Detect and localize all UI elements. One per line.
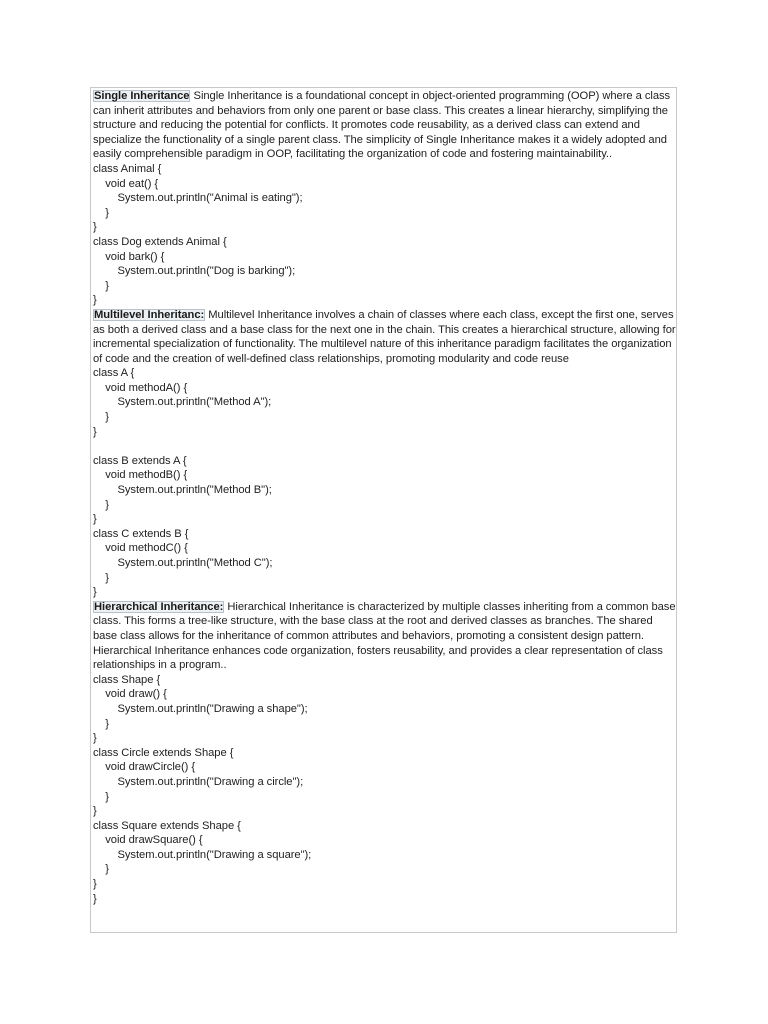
section-heading: Multilevel Inheritanc: — [94, 308, 205, 321]
code-line: } — [93, 425, 97, 438]
section-body: Multilevel Inheritance involves a chain of classes where each class, except the first one, serves as both a derived class and a base class for the next one in the chain. This creates a hierarchical structure, allowing for incremental specialization of functionality. The multilevel nature of this inheritance paradigm facilitates the organization of code and the creation of well-defined class relationships, promoting modularity and code reuse — [93, 308, 676, 365]
code-line: } — [93, 498, 109, 511]
section-paragraph — [93, 308, 677, 366]
code-line: class Circle extends Shape { — [93, 746, 234, 759]
section-body: Hierarchical Inheritance is characterized by multiple classes inheriting from a common base class. This forms a tree-like structure, with the base class at the root and derived classes as branches. The shared base class allows for the inheritance of common attributes and behaviors, promoting a consistent design pattern. Hierarchical Inheritance enhances code organization, fosters reusability, and provides a clear representation of class relationships in a program.. — [93, 600, 676, 672]
code-line: } — [93, 732, 97, 745]
section-heading: Single Inheritance — [94, 90, 190, 102]
code-line: void drawCircle() { — [93, 761, 196, 774]
code-line: } — [93, 571, 109, 584]
code-line: } — [93, 586, 97, 599]
code-line: } — [93, 790, 109, 803]
code-line: void methodC() { — [93, 542, 188, 555]
code-line — [93, 439, 677, 454]
code-line: } — [93, 878, 97, 891]
section — [93, 600, 677, 906]
code-line: } — [93, 221, 97, 234]
code-line: } — [93, 279, 109, 292]
code-line: } — [93, 863, 109, 876]
code-line: void drawSquare() { — [93, 834, 203, 847]
code-line: } — [93, 805, 97, 818]
code-line: void bark() { — [93, 250, 165, 263]
section-body: Single Inheritance is a foundational concept in object-oriented programming (OOP) where a class can inherit attributes and behaviors from only one parent or base class. This creates a linear hierarchy, simplifying the structure and reducing the potential for conflicts. It promotes code reusability, as a derived class can extend and specialize the functionality of a single parent class. The simplicity of Single Inheritance makes it a widely adopted and easily comprehensible paradigm in OOP, facilitating the organization of code and fostering maintainability.. — [93, 90, 671, 161]
code-line: class C extends B { — [93, 527, 189, 540]
code-line: class Shape { — [93, 673, 161, 686]
code-line: } — [93, 717, 109, 730]
document-content — [93, 89, 677, 906]
code-line: } — [93, 294, 97, 307]
code-line: System.out.println("Drawing a shape"); — [93, 702, 308, 715]
section-paragraph — [93, 89, 677, 162]
code-line: class A { — [93, 367, 135, 380]
section — [93, 89, 677, 308]
code-line: } — [93, 513, 97, 526]
code-line: } — [93, 892, 97, 905]
code-line: void methodA() { — [93, 381, 188, 394]
code-line: class Square extends Shape { — [93, 819, 241, 832]
section-paragraph — [93, 600, 677, 673]
code-line: class B extends A { — [93, 454, 187, 467]
code-line: } — [93, 206, 109, 219]
section — [93, 308, 677, 600]
section-heading: Hierarchical Inheritance: — [94, 600, 224, 613]
code-line: System.out.println("Method B"); — [93, 484, 272, 497]
code-line: } — [93, 411, 109, 424]
code-line: void draw() { — [93, 688, 167, 701]
code-line: System.out.println("Dog is barking"); — [93, 265, 296, 278]
code-line: class Animal { — [93, 162, 162, 175]
code-line: System.out.println("Drawing a circle"); — [93, 775, 304, 788]
code-line: void eat() { — [93, 177, 159, 190]
code-line: System.out.println("Method C"); — [93, 557, 273, 569]
code-line: System.out.println("Method A"); — [93, 396, 272, 409]
code-line: class Dog extends Animal { — [93, 235, 227, 248]
code-line: System.out.println("Drawing a square"); — [93, 848, 312, 861]
code-line: void methodB() { — [93, 469, 188, 482]
code-line: System.out.println("Animal is eating"); — [93, 192, 303, 205]
